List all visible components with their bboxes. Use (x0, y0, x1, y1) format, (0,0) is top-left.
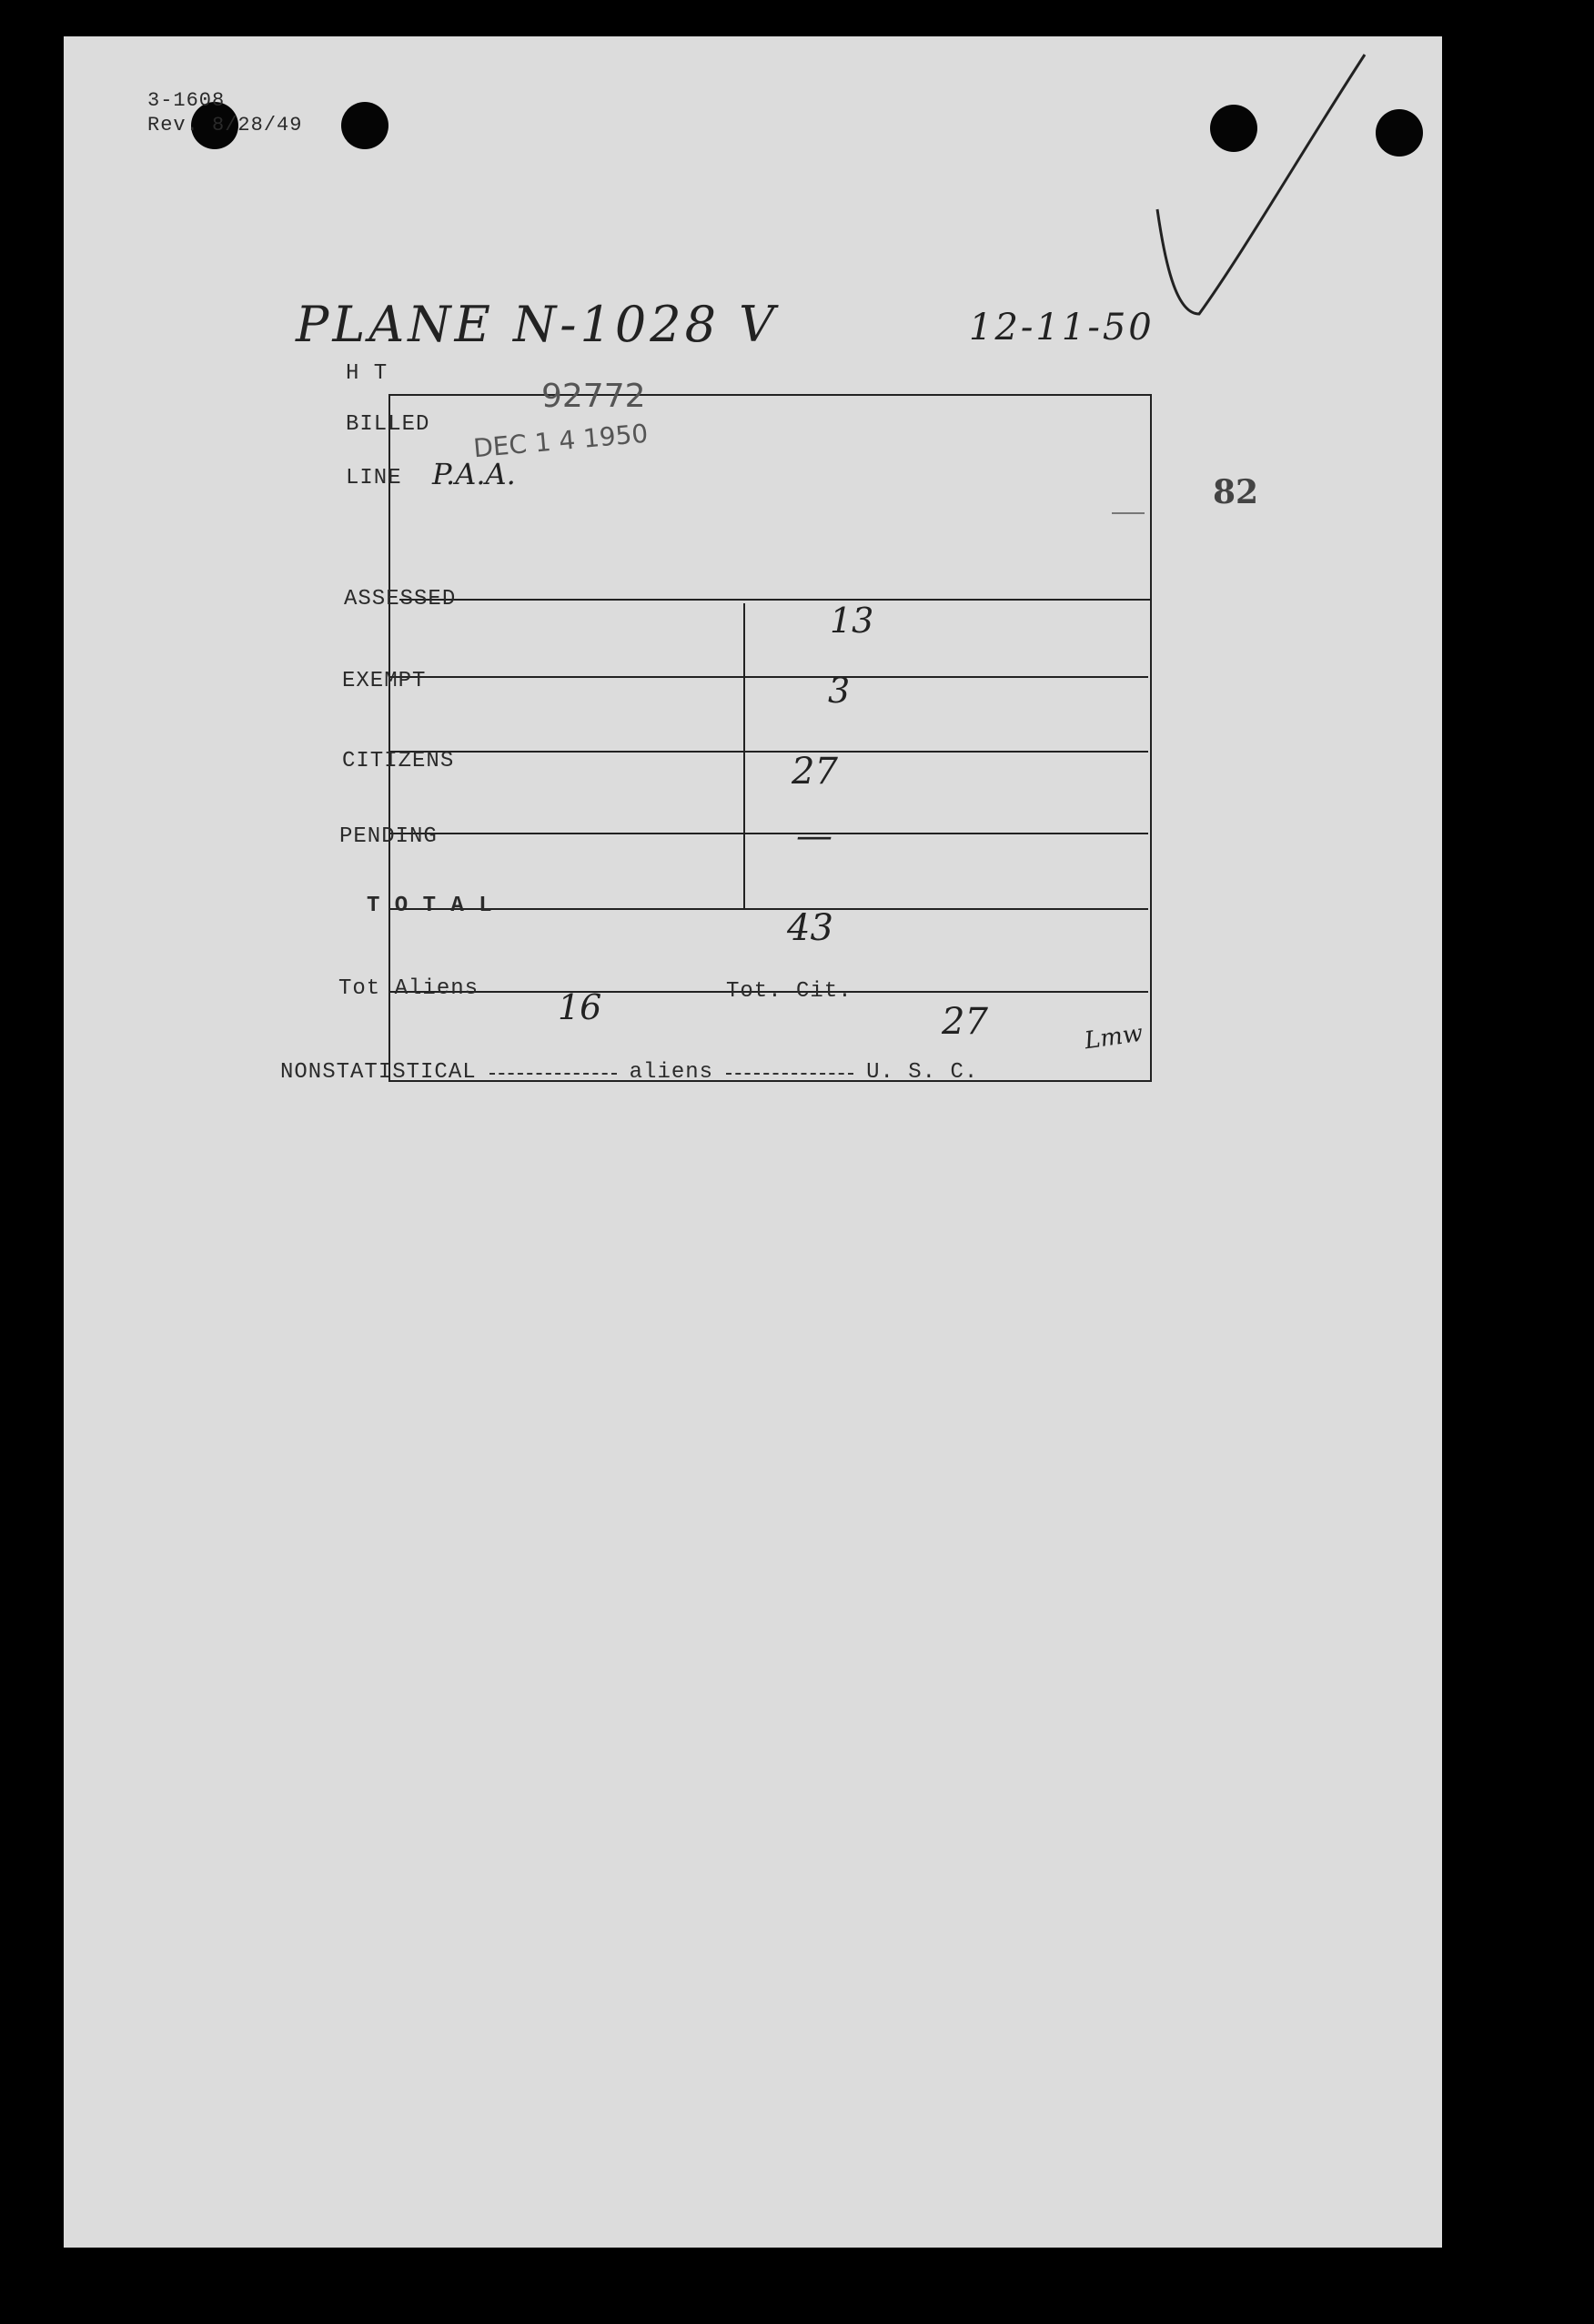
aliens-label: aliens (629, 1060, 714, 1085)
pending-value: — (796, 815, 832, 857)
ht-label: H T (346, 361, 388, 386)
punch-hole-left-2 (341, 102, 388, 149)
aliens-blank (726, 1069, 853, 1075)
plane-number: PLANE N-1028 V (296, 296, 779, 353)
nonstatistical-line (280, 1060, 978, 1085)
form-revision: Rev. 8/28/49 (147, 114, 303, 136)
exempt-label: EXEMPT (342, 669, 427, 693)
exempt-value: 3 (828, 671, 851, 711)
initials: Lmw (1083, 1019, 1145, 1056)
form-number: 3-1608 (147, 89, 226, 112)
nonstatistical-label: NONSTATISTICAL (280, 1060, 477, 1085)
billed-date-stamp: DEC 1 4 1950 (471, 418, 650, 464)
assessed-value: 13 (830, 601, 874, 641)
checkmark-icon (1083, 36, 1383, 328)
total-label: T O T A L (367, 894, 493, 918)
tot-cit-value: 27 (942, 1001, 988, 1043)
assessed-label: ASSESSED (344, 587, 457, 611)
tot-aliens-label: Tot Aliens (338, 976, 479, 1001)
pending-label: PENDING (339, 824, 438, 849)
line-label: LINE (346, 466, 402, 490)
tot-aliens-value: 16 (558, 987, 602, 1027)
citizens-value: 27 (792, 751, 838, 793)
ht-number-stamp: 92772 (541, 378, 646, 415)
billed-label: BILLED (346, 412, 430, 437)
citizens-label: CITIZENS (342, 749, 455, 773)
nonstatistical-blank (489, 1069, 617, 1075)
total-value: 43 (787, 907, 833, 949)
document-page (64, 36, 1442, 2248)
header-date: 12-11-50 (969, 307, 1155, 349)
line-value: P.A.A. (432, 457, 516, 491)
page-folio: 82 (1213, 473, 1259, 511)
usc-label: U. S. C. (866, 1060, 979, 1085)
tot-cit-label: Tot. Cit. (726, 979, 852, 1004)
